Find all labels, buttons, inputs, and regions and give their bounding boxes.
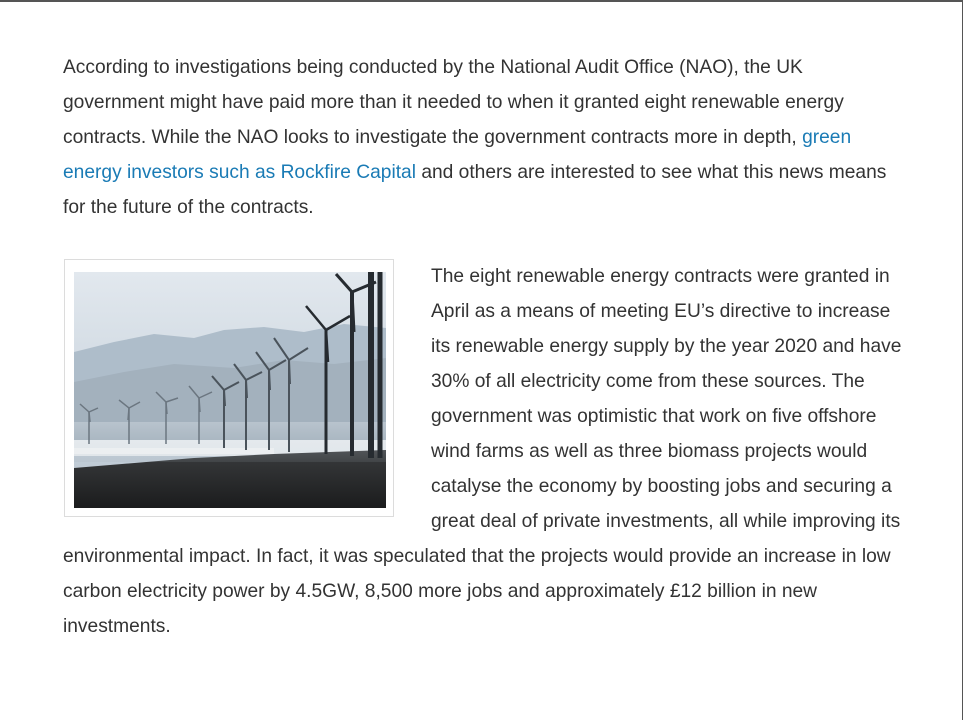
wind-turbines-photo — [74, 272, 386, 508]
wind-turbines-image — [64, 259, 394, 517]
paragraph-1-text-end: and others are interested to see what this news means for the future of the contracts. — [63, 162, 887, 218]
paragraph-1-text-start: According to investigations being conducted by the National Audit Office (NAO), the UK government might have paid more than it needed to when it granted eight renewable energy contracts. While the NAO looks to investigate the government contracts more in depth, — [63, 57, 844, 148]
window-top-border — [0, 0, 963, 2]
article-paragraph-1 — [63, 50, 903, 225]
rockfire-capital-link[interactable]: green energy investors such as Rockfire Capital — [63, 127, 852, 183]
article-paragraph-2: The eight renewable energy contracts were granted in April as a means of meeting EU’s directive to increase its renewable energy supply by the year 2020 and have 30% of all electricity come from these sources. The government was optimistic that work on five offshore wind farms as well as three biomass projects would catalyse the economy by boosting jobs and securing a great deal of private investments, all while improving its environmental impact. In fact, it was speculated that the projects would provide an increase in low carbon electricity power by 4.5GW, 8,500 more jobs and approximately £12 billion in new investments. — [63, 266, 902, 637]
article-body — [63, 50, 903, 644]
